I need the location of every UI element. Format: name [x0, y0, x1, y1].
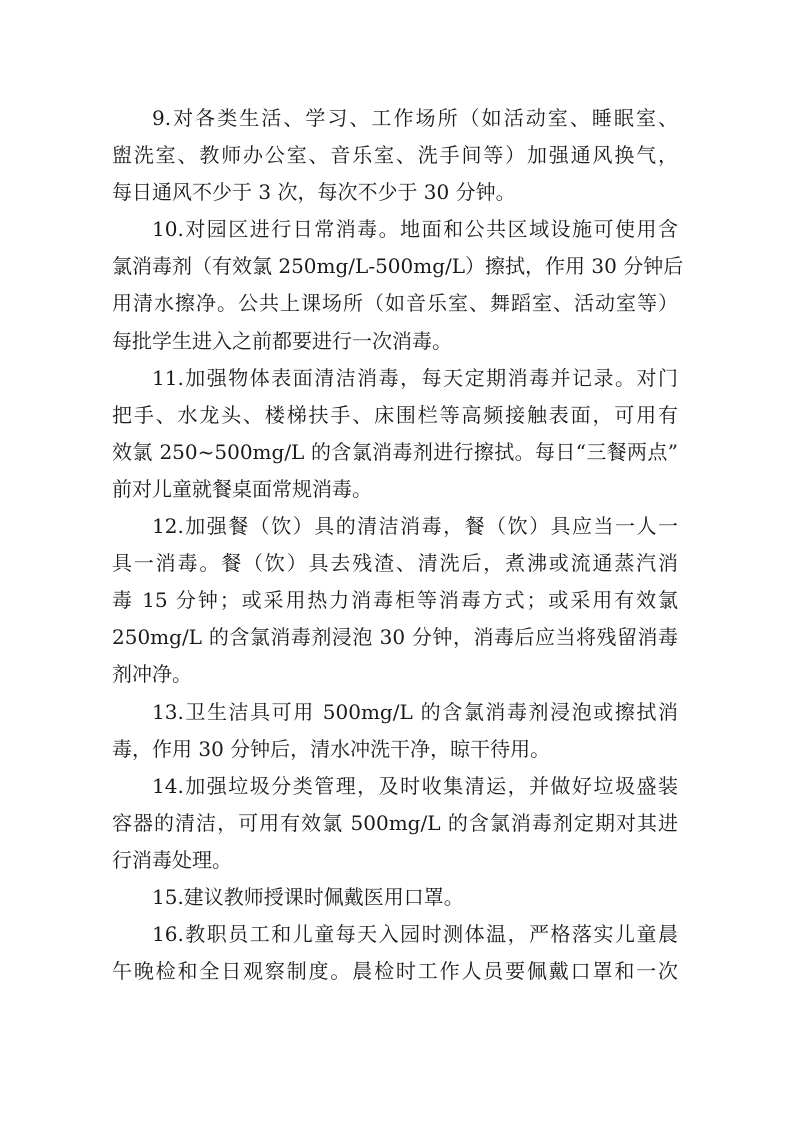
text-line: 剂冲净。: [112, 662, 192, 687]
text-line: 前对儿童就餐桌面常规消毒。: [112, 476, 372, 501]
paragraph-item-11: [112, 360, 678, 508]
text-line: 把手、水龙头、楼梯扶手、床围栏等高频接触表面，可用有: [112, 402, 678, 427]
text-line: 14.加强垃圾分类管理，及时收集清运，并做好垃圾盛装: [152, 773, 678, 798]
text-line: 10.对园区进行日常消毒。地面和公共区域设施可使用含: [152, 217, 678, 242]
text-line: 250mg/L 的含氯消毒剂浸泡 30 分钟，消毒后应当将残留消毒: [112, 625, 678, 650]
text-line: 每批学生进入之前都要进行一次消毒。: [112, 328, 452, 353]
paragraph-item-9: [112, 100, 678, 211]
paragraph-item-10: [112, 211, 684, 359]
text-line: 13.卫生洁具可用 500mg/L 的含氯消毒剂浸泡或擦拭消: [152, 699, 678, 724]
paragraph-item-14: [112, 768, 678, 879]
text-line: 每日通风不少于 3 次，每次不少于 30 分钟。: [112, 180, 516, 205]
text-line: 毒 15 分钟；或采用热力消毒柜等消毒方式；或采用有效氯: [112, 588, 678, 613]
text-line: 12.加强餐（饮）具的清洁消毒，餐（饮）具应当一人一: [152, 514, 678, 539]
paragraph-item-13: [112, 694, 678, 768]
text-line: 毒，作用 30 分钟后，清水冲洗干净，晾干待用。: [112, 736, 551, 761]
text-line: 午晚检和全日观察制度。晨检时工作人员要佩戴口罩和一次: [112, 959, 678, 984]
text-line: 容器的清洁，可用有效氯 500mg/L 的含氯消毒剂定期对其进: [112, 810, 678, 835]
text-line: 16.教职员工和儿童每天入园时测体温，严格落实儿童晨: [152, 922, 678, 947]
text-line: 9.对各类生活、学习、工作场所（如活动室、睡眠室、: [152, 106, 678, 130]
text-line: 行消毒处理。: [112, 847, 232, 872]
paragraph-item-16: [112, 916, 678, 990]
paragraph-item-12: [112, 508, 678, 693]
text-line: 效氯 250~500mg/L 的含氯消毒剂进行擦拭。每日“三餐两点”: [112, 439, 678, 464]
text-line: 具一消毒。餐（饮）具去残渣、清洗后，煮沸或流通蒸汽消: [112, 551, 678, 576]
text-line: 15.建议教师授课时佩戴医用口罩。: [152, 884, 464, 909]
text-line: 盥洗室、教师办公室、音乐室、洗手间等）加强通风换气，: [112, 143, 678, 168]
paragraph-item-15: [112, 879, 678, 916]
text-line: 11.加强物体表面清洁消毒，每天定期消毒并记录。对门: [152, 365, 678, 390]
text-line: 氯消毒剂（有效氯 250mg/L-500mg/L）擦拭，作用 30 分钟后: [112, 254, 684, 279]
document-body: [112, 100, 684, 990]
text-line: 用清水擦净。公共上课场所（如音乐室、舞蹈室、活动室等）: [112, 291, 678, 316]
